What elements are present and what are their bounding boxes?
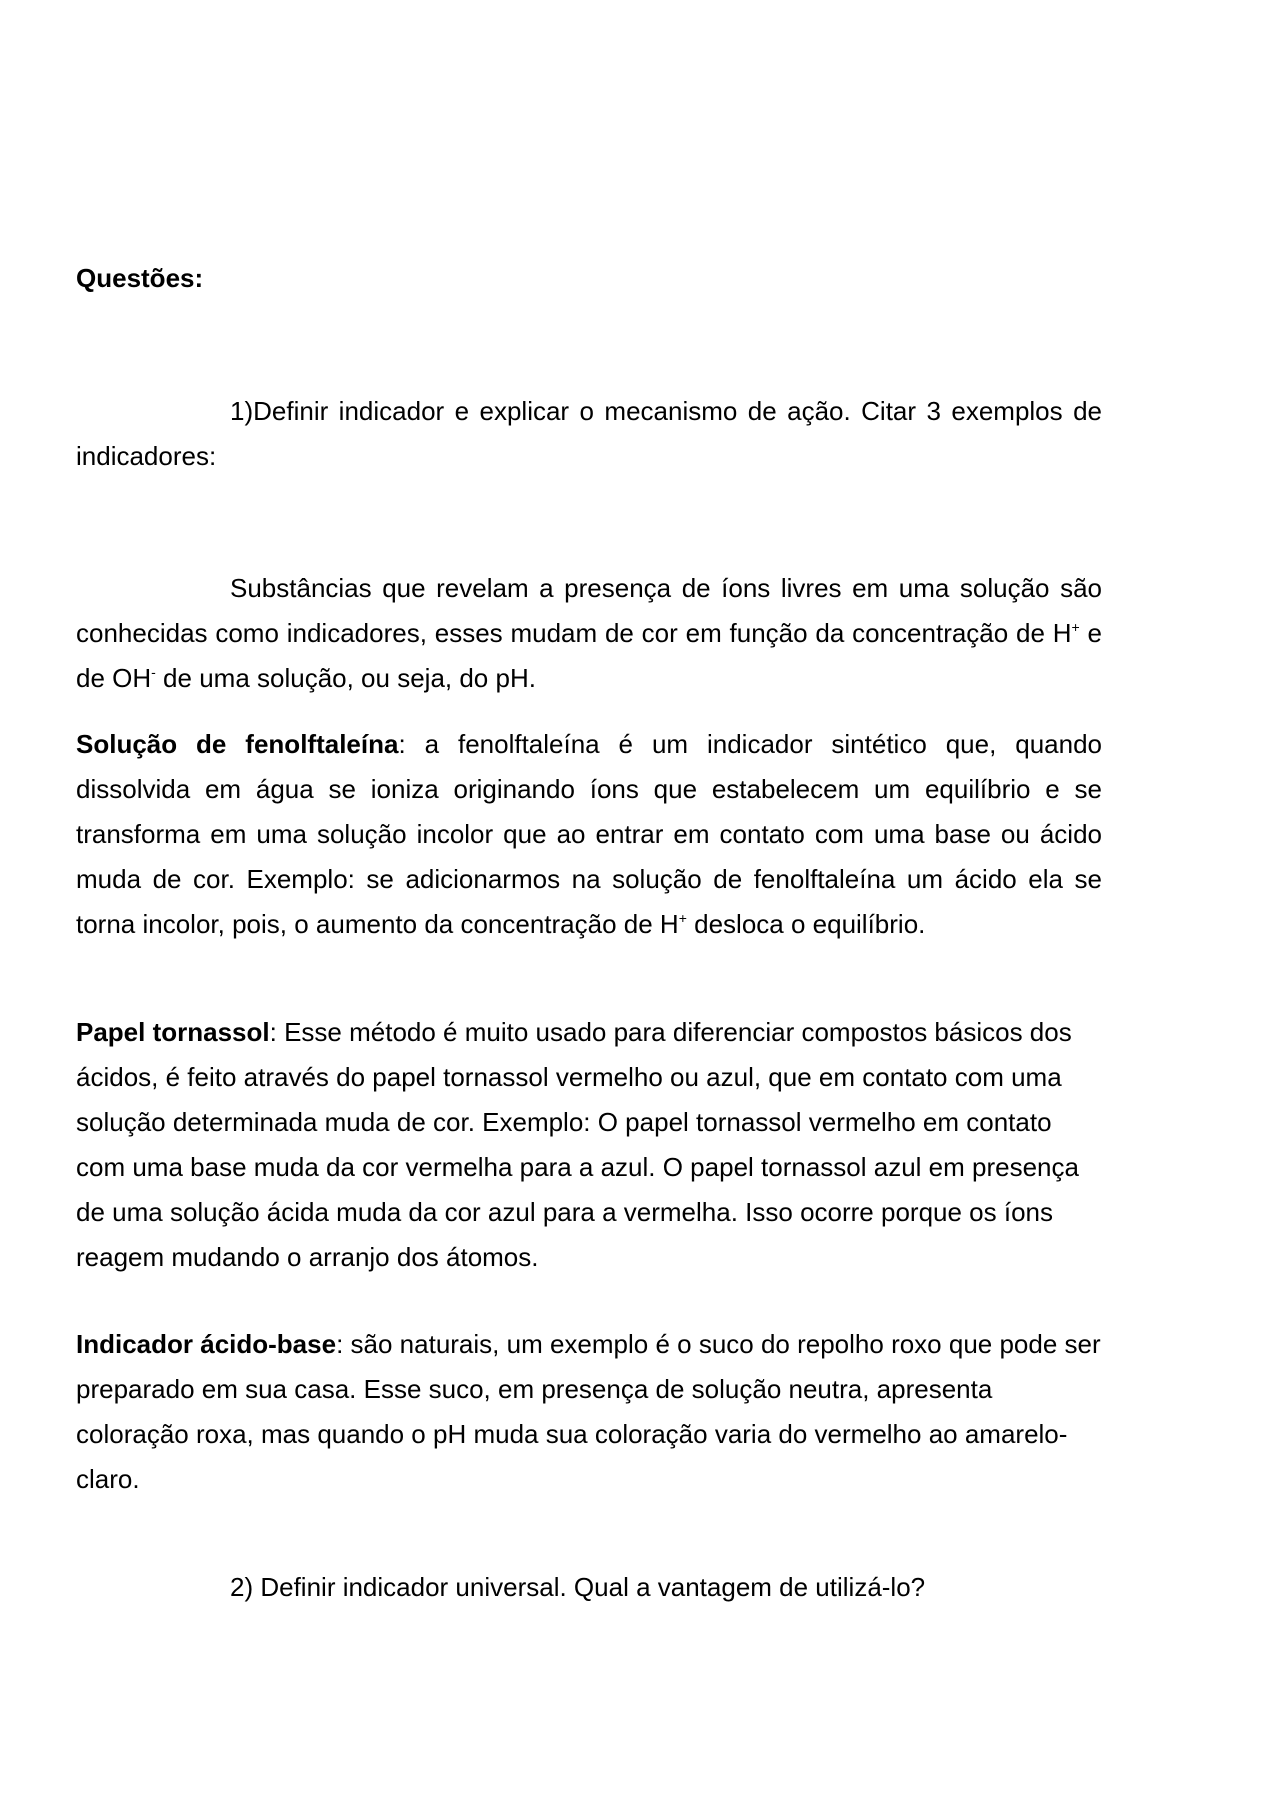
h-plus-superscript: + (678, 910, 687, 926)
question-2: 2) Definir indicador universal. Qual a vantagem de utilizá-lo? (230, 1572, 926, 1602)
tornassol-paragraph (76, 1010, 1102, 1280)
fenolftaleina-paragraph (76, 722, 1102, 947)
fenolftaleina-text-1: : a fenolftaleína é um indicador sintético que, quando dissolvida em água se ioniza originando íons que estabelecem um equilíbrio e se transforma em uma solução incolor que ao entrar em contato com uma base ou ácido muda de cor. Exemplo: se adicionarmos na solução de fenolftaleína um ácido ela se torna incolor, pois, o aumento da concentração de H (76, 729, 1102, 939)
intro-text-2: e de OH (76, 618, 1103, 693)
section-heading: Questões: (76, 263, 204, 293)
fenolftaleina-term: Solução de fenolftaleína (76, 729, 399, 759)
h-plus-superscript: + (1071, 619, 1080, 635)
intro-text-1: Substâncias que revelam a presença de íons livres em uma solução são conhecidas como indicadores, esses mudam de cor em função da concentração de H (76, 573, 1102, 648)
acido-base-term: Indicador ácido-base (76, 1329, 337, 1359)
oh-minus-superscript: - (151, 664, 156, 680)
question-1: 1)Definir indicador e explicar o mecanismo de ação. Citar 3 exemplos de indicadores: (76, 396, 1102, 471)
intro-paragraph (76, 566, 1102, 701)
acido-base-text: : são naturais, um exemplo é o suco do repolho roxo que pode ser preparado em sua casa. Esse suco, em presença de solução neutra, apresenta coloração roxa, mas quando o pH muda sua coloração varia do vermelho ao amarelo-claro. (76, 1329, 1101, 1494)
tornassol-term: Papel tornassol (76, 1017, 270, 1047)
fenolftaleina-text-2: desloca o equilíbrio. (686, 909, 926, 939)
tornassol-text: : Esse método é muito usado para diferenciar compostos básicos dos ácidos, é feito através do papel tornassol vermelho ou azul, que em contato com uma solução determinada muda de cor. Exemplo: O papel tornassol vermelho em contato com uma base muda da cor vermelha para a azul. O papel tornassol azul em presença de uma solução ácida muda da cor azul para a vermelha. Isso ocorre porque os íons reagem mudando o arranjo dos átomos. (76, 1017, 1079, 1272)
acido-base-paragraph (76, 1322, 1102, 1502)
intro-text-3: de uma solução, ou seja, do pH. (155, 663, 536, 693)
